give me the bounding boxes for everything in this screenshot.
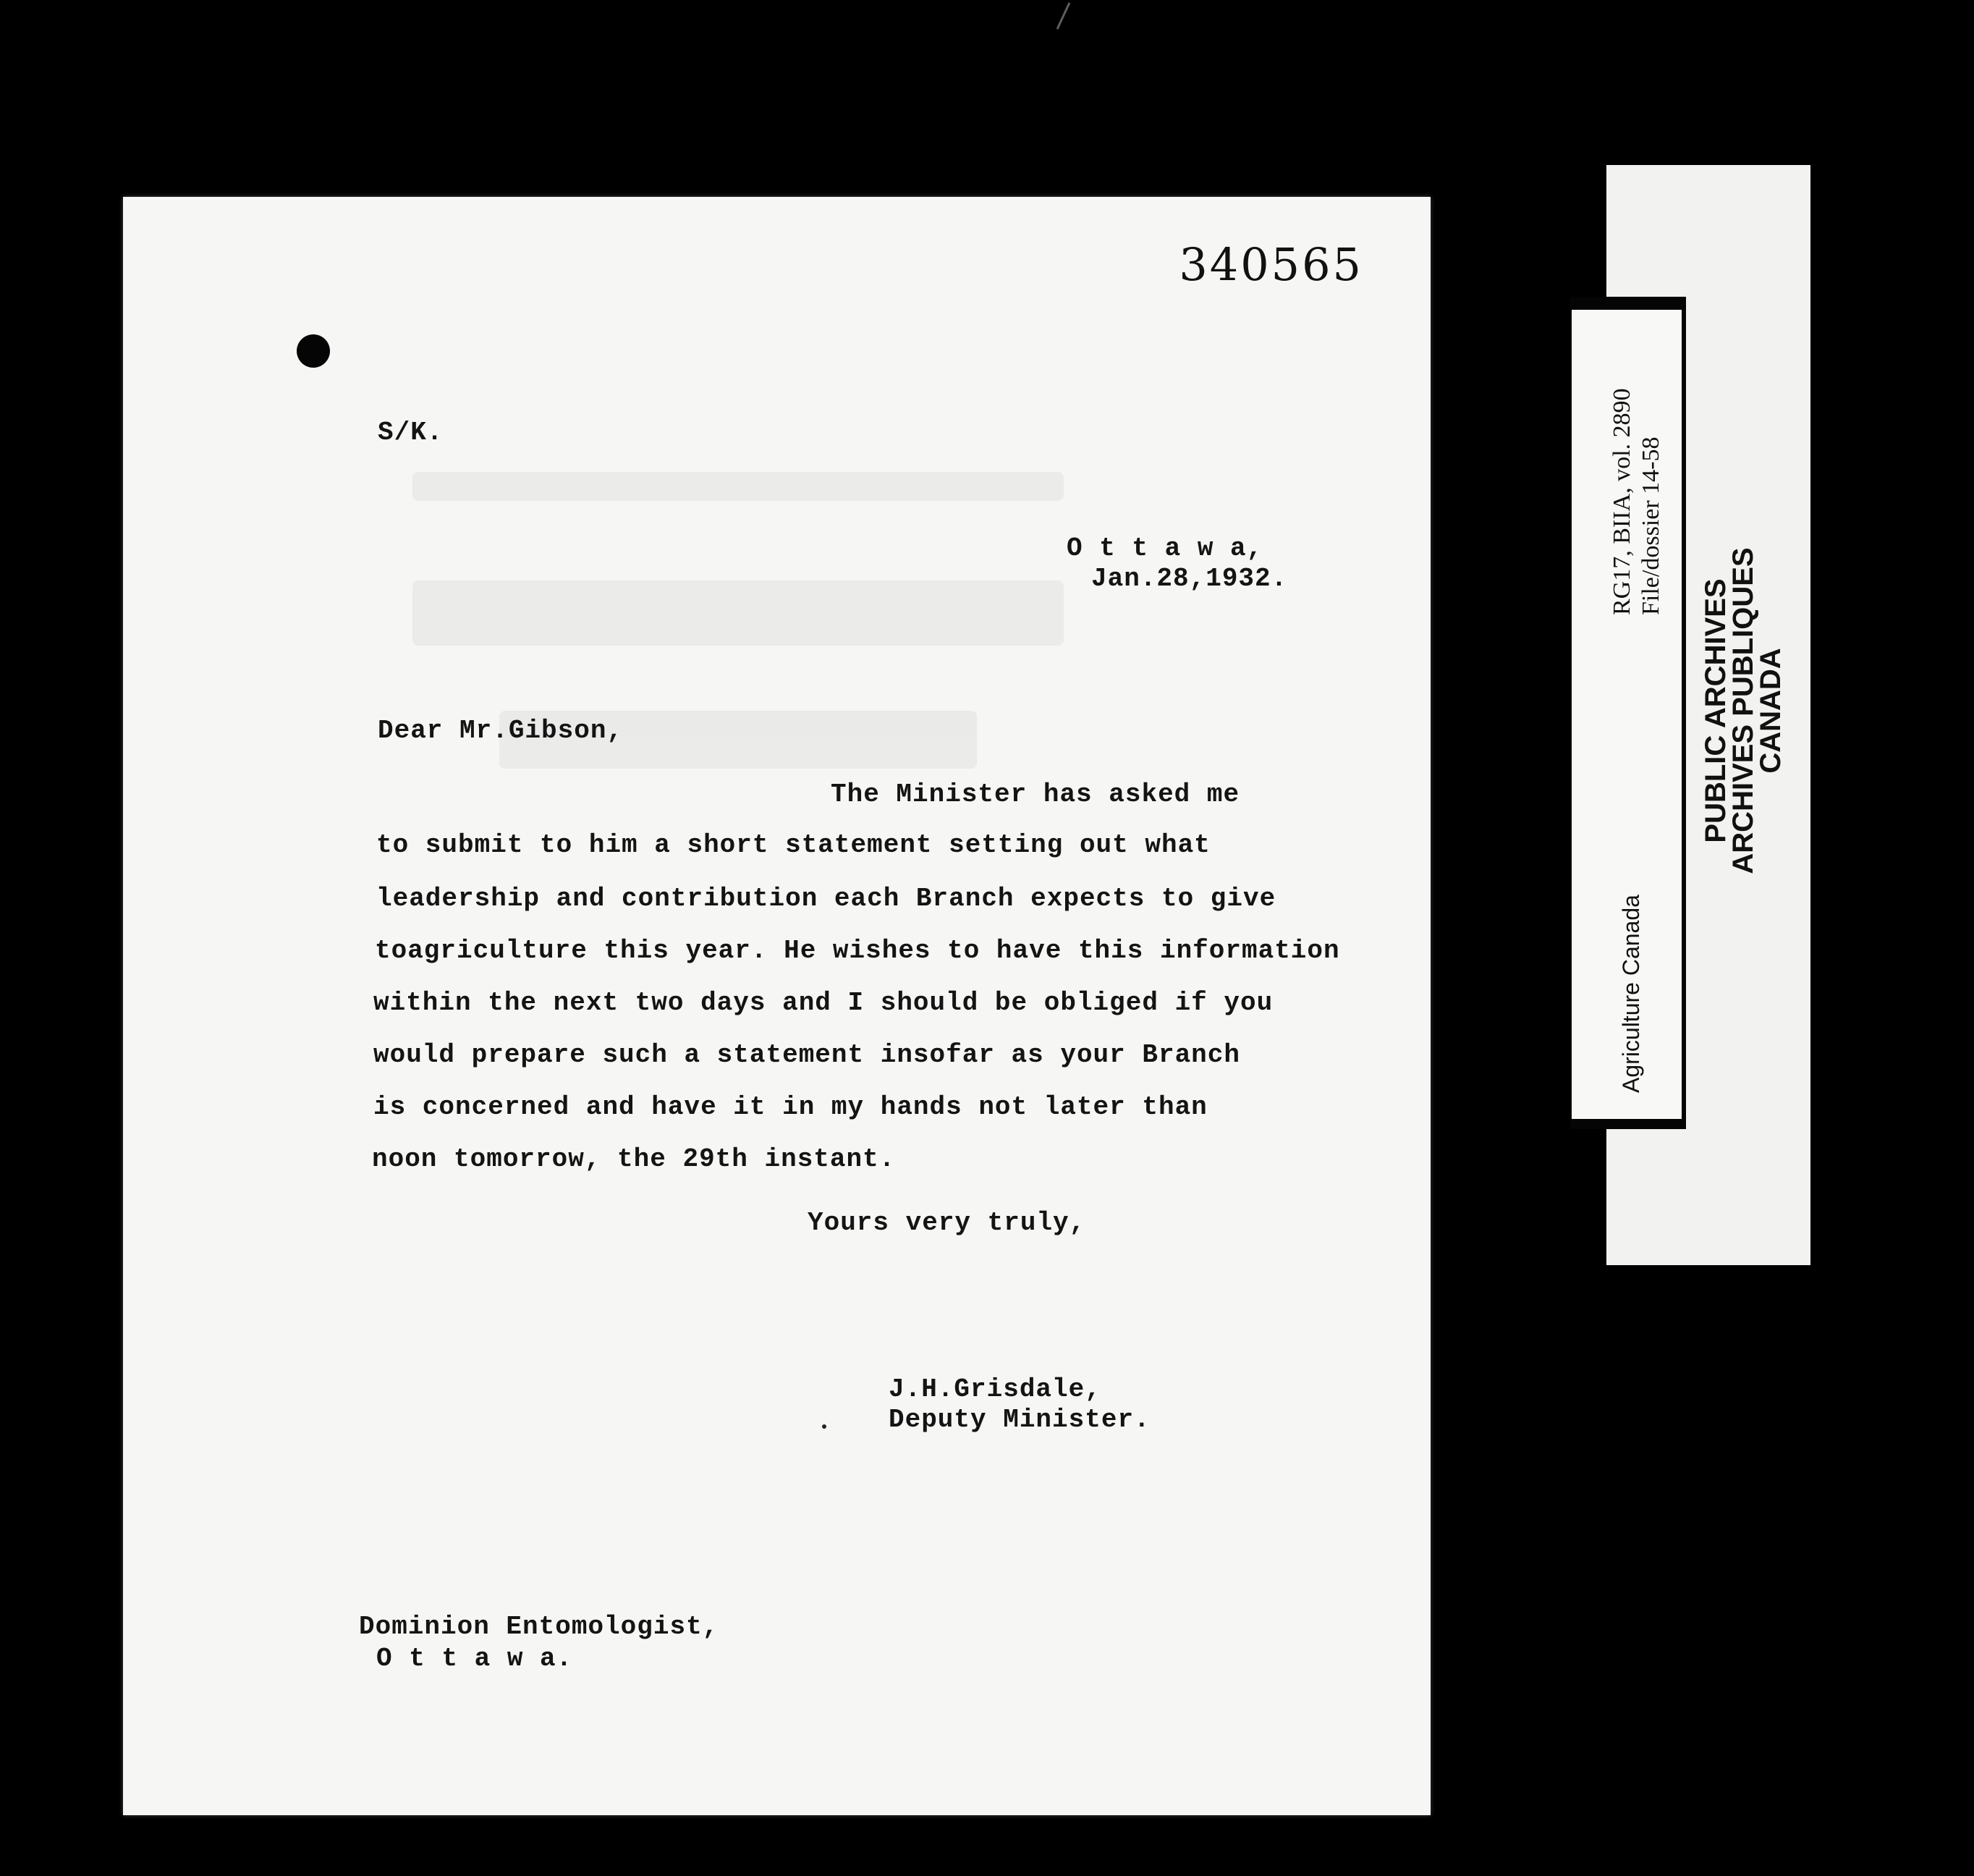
body-line: to submit to him a short statement setting out what xyxy=(376,830,1211,860)
signature-name: J.H.Grisdale, xyxy=(889,1374,1101,1404)
archive-title xyxy=(1700,508,1787,913)
archive-reference-line1: RG17, BIIA, vol. 2890 xyxy=(1609,388,1635,615)
archive-department: Agriculture Canada xyxy=(1618,895,1644,1093)
archive-title-line3: CANADA xyxy=(1755,648,1787,774)
body-line: is concerned and have it in my hands not later than xyxy=(373,1092,1208,1122)
scan-artifact xyxy=(1056,2,1071,30)
ink-speck xyxy=(822,1424,826,1429)
letter-page xyxy=(123,197,1431,1815)
body-line: within the next two days and I should be obliged if you xyxy=(373,988,1274,1018)
archive-reference-line2: File/dossier 14-58 xyxy=(1638,436,1664,615)
body-line: would prepare such a statement insofar as your Branch xyxy=(373,1040,1240,1070)
salutation: Dear Mr.Gibson, xyxy=(378,716,624,745)
punch-hole xyxy=(297,334,330,368)
recipient-line2: O t t a w a. xyxy=(376,1644,573,1673)
reference-initials: S/K. xyxy=(378,418,444,447)
recipient-line1: Dominion Entomologist, xyxy=(359,1612,719,1642)
archive-reference xyxy=(1608,388,1666,615)
body-line: toagriculture this year. He wishes to have this information xyxy=(375,936,1340,966)
closing: Yours very truly, xyxy=(808,1208,1086,1238)
archive-title-line1: PUBLIC ARCHIVES xyxy=(1700,578,1732,843)
body-line: leadership and contribution each Branch expects to give xyxy=(376,884,1276,913)
body-line: noon tomorrow, the 29th instant. xyxy=(372,1144,896,1174)
place-line: O t t a w a, xyxy=(1067,533,1263,563)
body-line: The Minister has asked me xyxy=(831,779,1240,809)
archive-title-line2: ARCHIVES PUBLIQUES xyxy=(1727,547,1759,874)
signature-title: Deputy Minister. xyxy=(889,1405,1151,1435)
date-line: Jan.28,1932. xyxy=(1091,564,1288,593)
stamp-number: 340565 xyxy=(1179,238,1363,291)
